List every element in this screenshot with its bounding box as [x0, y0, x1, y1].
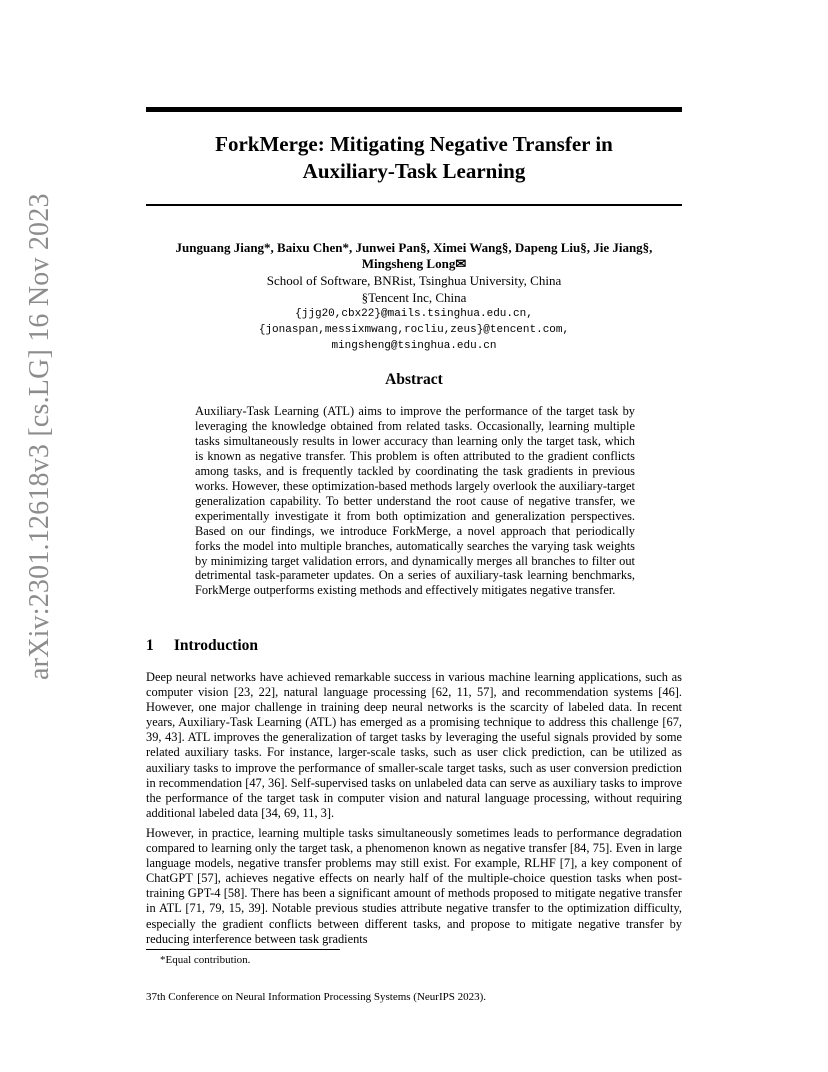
- title-bottom-rule: [146, 204, 682, 206]
- section-number: 1: [146, 637, 154, 654]
- section-title: Introduction: [173, 637, 258, 654]
- affiliation-1: School of Software, BNRist, Tsinghua University, China: [266, 273, 562, 288]
- author-emails-2: mingsheng@tsinghua.edu.cn: [331, 340, 497, 352]
- intro-paragraph-1: Deep neural networks have achieved remarkable success in various machine learning applications, such as computer vision [23, 22], natural language processing [62, 11, 57], and recommendation systems [46]. However, one major challenge in training deep neural networks is the scarcity of labeled data. In recent years, Auxiliary-Task Learning (ATL) has emerged as a promising technique to address this challenge [67, 39, 43]. ATL improves the generalization of target tasks by leveraging the useful signals provided by some related auxiliary tasks. For instance, larger-scale tasks, such as user click prediction, can be utilized as auxiliary tasks to improve the performance of smaller-scale target tasks, such as user conversion prediction in recommendation [47, 36]. Self-supervised tasks on unlabeled data can serve as auxiliary tasks to improve the performance of the target task in computer vision and natural language processing, without requiring additional labeled data [34, 69, 11, 3].: [146, 670, 682, 820]
- author-emails-1: {jjg20,cbx22}@mails.tsinghua.edu.cn, {jonaspan,messixmwang,rocliu,zeus}@tencent.com,: [258, 308, 570, 336]
- title-line-1: ForkMerge: Mitigating Negative Transfer in: [215, 132, 613, 156]
- affiliation-2: §Tencent Inc, China: [361, 290, 467, 305]
- conference-note: 37th Conference on Neural Information Processing Systems (NeurIPS 2023).: [146, 991, 487, 1003]
- footnote-rule: [146, 949, 340, 950]
- author-block: [146, 240, 682, 354]
- abstract-text: Auxiliary-Task Learning (ATL) aims to improve the performance of the target task by leveraging the knowledge obtained from related tasks. Occasionally, learning multiple tasks simultaneously results in lower accuracy than learning only the target task, which is known as negative transfer. This problem is often attributed to the gradient conflicts among tasks, and is frequently tackled by coordinating the task gradients in previous works. However, these optimization-based methods largely overlook the auxiliary-target generalization capability. To better understand the root cause of negative transfer, we experimentally investigate it from both optimization and generalization perspectives. Based on our findings, we introduce ForkMerge, a novel approach that periodically forks the model into multiple branches, automatically searches the varying task weights by minimizing target validation errors, and dynamically merges all branches to filter out detrimental task-parameter updates. On a series of auxiliary-task learning benchmarks, ForkMerge outperforms existing methods and effectively mitigates negative transfer.: [195, 404, 635, 598]
- author-names-line-2: Mingsheng Long✉: [361, 256, 467, 271]
- arxiv-side-stamp: arXiv:2301.12618v3 [cs.LG] 16 Nov 2023: [24, 193, 55, 680]
- paper-title: [146, 131, 682, 185]
- intro-paragraph-2: However, in practice, learning multiple tasks simultaneously sometimes leads to performance degradation compared to learning only the target task, a phenomenon known as negative transfer [84, 75]. Even in large language models, negative transfer problems may still exist. For example, RLHF [7], a key component of ChatGPT [57], achieves negative effects on nearly half of the multiple-choice question tasks when post-training GPT-4 [58]. There has been a significant amount of methods proposed to mitigate negative transfer in ATL [71, 79, 15, 39]. Notable previous studies attribute negative transfer to the optimization difficulty, especially the gradient conflicts between different tasks, and propose to mitigate negative transfer by reducing interference between task gradients: [146, 826, 682, 946]
- title-line-2: Auxiliary-Task Learning: [302, 159, 526, 183]
- author-names-line-1: Junguang Jiang*, Baixu Chen*, Junwei Pan§, Ximei Wang§, Dapeng Liu§, Jie Jiang§,: [175, 240, 653, 255]
- section-heading: [146, 637, 258, 655]
- footnote: *Equal contribution.: [160, 954, 251, 966]
- abstract-heading: Abstract: [385, 371, 443, 388]
- title-top-rule: [146, 107, 682, 112]
